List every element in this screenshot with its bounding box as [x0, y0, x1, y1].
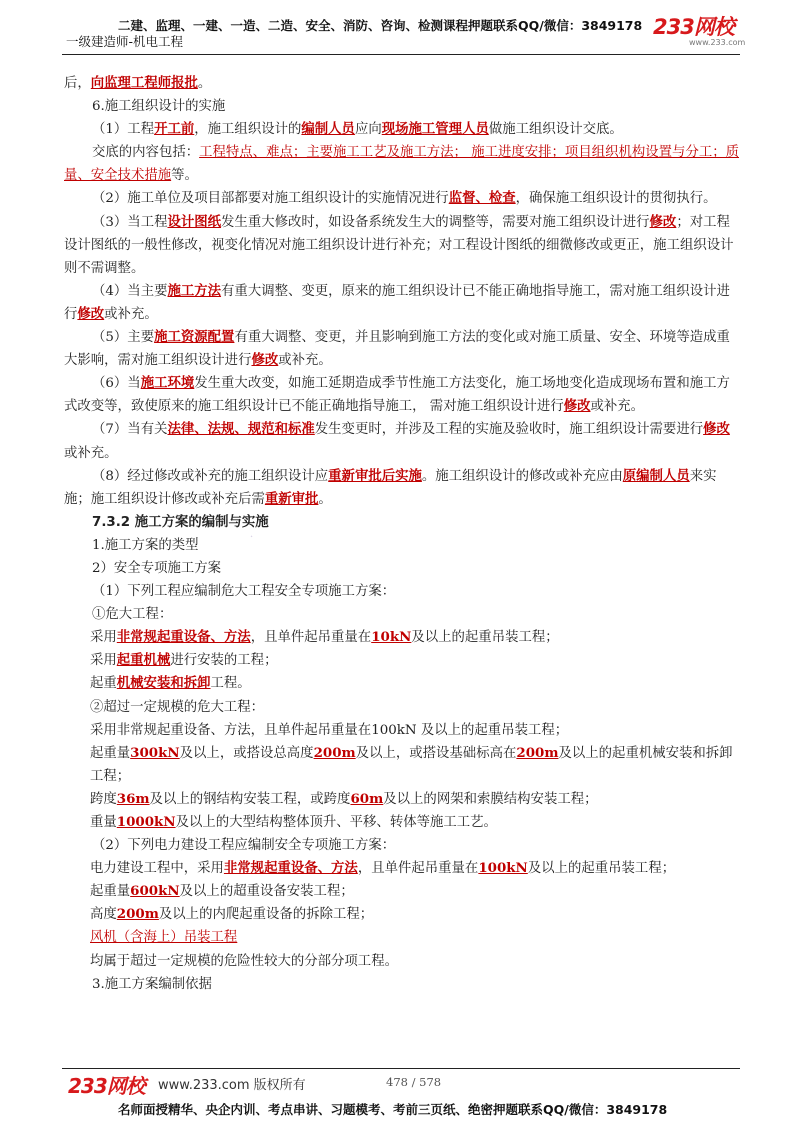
text-run: 2）安全专项施工方案: [92, 560, 222, 576]
paragraph: [64, 557, 740, 580]
footer-site: www.233.com 版权所有: [158, 1078, 306, 1093]
text-run: 3.施工方案编制依据: [92, 976, 212, 992]
paragraph: [64, 72, 740, 95]
text-run: 采用非常规起重设备、方法，且单件起吊重量在100kN 及以上的起重吊装工程；: [90, 722, 569, 738]
keyword-highlight: 1000kN: [116, 814, 176, 830]
text-run: 及以上的起重吊装工程；: [411, 630, 559, 646]
keyword-highlight: 200m: [313, 744, 356, 761]
keyword-highlight: 重新审批: [264, 490, 319, 507]
keyword-highlight: 原编制人员: [622, 467, 690, 484]
paragraph: [64, 534, 740, 557]
document-body: [64, 72, 740, 996]
text-run: ；对工程设计图纸的一般性修改，视变化情况对施工组织设计进行补充；对工程设计图纸的细微修改或更正，施工组织设计则不需调整。: [64, 214, 734, 276]
paragraph: [64, 626, 740, 649]
text-run: ，且单件起吊重量在: [357, 861, 479, 877]
keyword-highlight: 修改: [251, 352, 279, 369]
paragraph: [64, 511, 740, 534]
footer-logo[interactable]: [68, 1070, 145, 1099]
keyword-highlight: 风机（含海上）吊装工程: [90, 930, 238, 946]
keyword-highlight: 工程特点、难点；主要施工工艺及施工方法； 施工进度安排；项目组织机构设置与分工；质量、安全技术措施: [64, 145, 740, 184]
keyword-highlight: 监督、检查: [448, 190, 516, 207]
paragraph: [64, 880, 740, 903]
text-run: 。施工组织设计的修改或补充应由: [421, 468, 623, 484]
text-run: 。: [197, 76, 212, 91]
keyword-highlight: 200m: [516, 744, 559, 761]
paragraph: [64, 811, 740, 834]
keyword-highlight: 36m: [116, 790, 150, 807]
keyword-highlight: 施工环境: [140, 375, 195, 392]
text-run: ②超过一定规模的危大工程：: [90, 699, 265, 715]
text-run: （4）当主要: [92, 283, 168, 299]
keyword-highlight: 10kN: [371, 629, 412, 646]
paragraph: [64, 903, 740, 926]
header-rule: [62, 54, 740, 55]
keyword-highlight: 向监理工程师报批: [90, 75, 198, 91]
logo-text: 233网校: [653, 15, 734, 39]
text-run: 采用: [90, 630, 117, 646]
paragraph: [64, 95, 740, 118]
keyword-highlight: 现场施工管理人员: [381, 121, 489, 138]
keyword-highlight: 修改: [563, 398, 591, 415]
text-run: 。: [318, 491, 332, 507]
text-run: 起重量: [90, 884, 131, 900]
text-run: （2）施工单位及项目部都要对施工组织设计的实施情况进行: [92, 191, 449, 207]
paragraph: [64, 418, 740, 464]
footer-promo: 名师面授精华、央企内训、考点串讲、习题模考、考前三页纸、绝密押题联系QQ/微信：3849178: [118, 1102, 668, 1117]
keyword-highlight: 300kN: [130, 744, 180, 761]
header-subtitle: 一级建造师-机电工程: [66, 34, 184, 49]
text-run: ，确保施工组织设计的贯彻执行。: [515, 191, 717, 207]
header-promo: 二建、监理、一建、一造、二造、安全、消防、咨询、检测课程押题联系QQ/微信：3849178: [118, 18, 643, 33]
paragraph: [64, 465, 740, 511]
text-run: （2）下列电力建设工程应编制安全专项施工方案：: [92, 838, 396, 854]
paragraph: [64, 372, 740, 418]
keyword-highlight: 机械安装和拆卸: [116, 675, 211, 692]
text-run: 应向: [354, 122, 382, 138]
paragraph: [64, 580, 740, 603]
text-run: 及以上的网架和索膜结构安装工程；: [383, 791, 598, 807]
text-run: （6）当: [92, 376, 141, 392]
text-run: 电力建设工程中，采用: [90, 861, 224, 877]
text-run: 及以上的起重吊装工程；: [527, 861, 676, 877]
text-run: （5）主要: [92, 330, 155, 346]
paragraph: [64, 973, 740, 996]
keyword-highlight: 200m: [116, 906, 159, 923]
text-run: 等。: [171, 168, 198, 184]
paragraph: [64, 326, 740, 372]
text-run: 及以上的起重机械安装和拆卸工程；: [90, 745, 733, 784]
brand-logo[interactable]: [653, 15, 746, 47]
paragraph: [64, 696, 740, 719]
keyword-highlight: 法律、法规、规范和标准: [167, 421, 315, 438]
paragraph: [64, 834, 740, 857]
keyword-highlight: 修改: [77, 305, 105, 322]
watermark: ·: [245, 530, 258, 543]
paragraph: [64, 141, 740, 187]
keyword-highlight: 100kN: [478, 860, 528, 877]
keyword-highlight: 设计图纸: [167, 213, 222, 230]
text-run: 起重: [90, 676, 117, 692]
logo-site: www.233.com: [689, 38, 746, 47]
paragraph: [64, 950, 740, 973]
text-run: ，施工组织设计的: [194, 122, 302, 138]
text-run: ，且单件起吊重量在: [250, 630, 372, 646]
text-run: 发生变更时，并涉及工程的实施及验收时，施工组织设计需要进行: [314, 422, 704, 438]
text-run: 工程。: [210, 676, 251, 692]
text-run: 高度: [90, 907, 117, 923]
text-run: 来实施；施工组织设计修改或补充后需: [64, 468, 717, 507]
keyword-highlight: 施工方法: [167, 282, 222, 299]
text-run: 重量: [90, 815, 117, 830]
paragraph: [64, 280, 740, 326]
text-run: （8）经过修改或补充的施工组织设计应: [92, 468, 329, 484]
text-run: 6.施工组织设计的实施: [92, 99, 226, 115]
paragraph: [64, 742, 740, 788]
text-run: 有重大调整、变更，并且影响到施工方法的变化或对施工质量、安全、环境等造成重大影响，需对施工组织设计进行: [64, 330, 730, 369]
paragraph: [64, 672, 740, 695]
text-run: 1.施工方案的类型: [92, 537, 199, 553]
text-run: 或补充。: [590, 399, 645, 415]
keyword-highlight: 非常规起重设备、方法: [223, 860, 358, 877]
paragraph: [64, 719, 740, 742]
text-run: 进行安装的工程；: [170, 653, 278, 669]
text-run: 及以上的钢结构安装工程，或跨度: [149, 791, 351, 807]
keyword-highlight: 非常规起重设备、方法: [116, 629, 251, 646]
text-run: 及以上的超重设备安装工程；: [179, 884, 354, 900]
text-run: 交底的内容包括：: [92, 145, 200, 161]
text-run: 发生重大改变，如施工延期造成季节性施工方法变化，施工场地变化造成现场布置和施工方式改变等，致使原来的施工组织设计已不能正确地指导施工， 需对施工组织设计进行: [64, 376, 730, 415]
keyword-highlight: 60m: [350, 790, 384, 807]
text-run: （3）当工程: [92, 214, 168, 230]
keyword-highlight: 600kN: [130, 883, 180, 900]
paragraph: [64, 788, 740, 811]
text-run: （7）当有关: [92, 422, 168, 438]
footer-logo-text: 233网校: [68, 1074, 145, 1098]
text-run: 有重大调整、变更，原来的施工组织设计已不能正确地指导施工，需对施工组织设计进行: [64, 283, 730, 322]
keyword-highlight: 修改: [703, 421, 730, 438]
paragraph: [64, 649, 740, 672]
text-run: 及以上，或搭设基础标高在: [355, 745, 517, 761]
text-run: 及以上的内爬起重设备的拆除工程；: [158, 907, 374, 923]
text-run: 或补充。: [64, 445, 118, 461]
text-run: 及以上的大型结构整体顶升、平移、转体等施工工艺。: [175, 815, 497, 830]
text-run: 起重量: [90, 745, 131, 761]
keyword-highlight: 起重机械: [116, 652, 171, 669]
text-run: 采用: [90, 653, 117, 669]
paragraph: [64, 926, 740, 949]
text-run: 或补充。: [278, 353, 332, 369]
paragraph: [64, 603, 740, 626]
text-run: 均属于超过一定规模的危险性较大的分部分项工程。: [90, 953, 398, 969]
section-heading: 7.3.2 施工方案的编制与实施: [92, 514, 269, 530]
text-run: （1）工程: [92, 122, 155, 138]
keyword-highlight: 重新审批后实施: [328, 467, 422, 484]
keyword-highlight: 编制人员: [301, 121, 355, 138]
text-run: 跨度: [90, 791, 117, 807]
text-run: 后，: [64, 76, 91, 91]
paragraph: [64, 211, 740, 280]
text-run: 发生重大修改时，如设备系统发生大的调整等，需要对施工组织设计进行: [221, 214, 650, 230]
text-run: ①危大工程：: [92, 607, 173, 623]
keyword-highlight: 施工资源配置: [154, 329, 235, 346]
page-number: 478 / 578: [386, 1075, 442, 1089]
keyword-highlight: 开工前: [154, 121, 195, 138]
text-run: 或补充。: [104, 306, 158, 322]
keyword-highlight: 修改: [649, 213, 677, 230]
paragraph: [64, 187, 740, 210]
text-run: （1）下列工程应编制危大工程安全专项施工方案：: [92, 584, 396, 600]
text-run: 做施工组织设计交底。: [488, 122, 623, 138]
text-run: 及以上，或搭设总高度: [179, 745, 314, 761]
paragraph: [64, 118, 740, 141]
footer-rule: [62, 1068, 740, 1069]
paragraph: [64, 857, 740, 880]
